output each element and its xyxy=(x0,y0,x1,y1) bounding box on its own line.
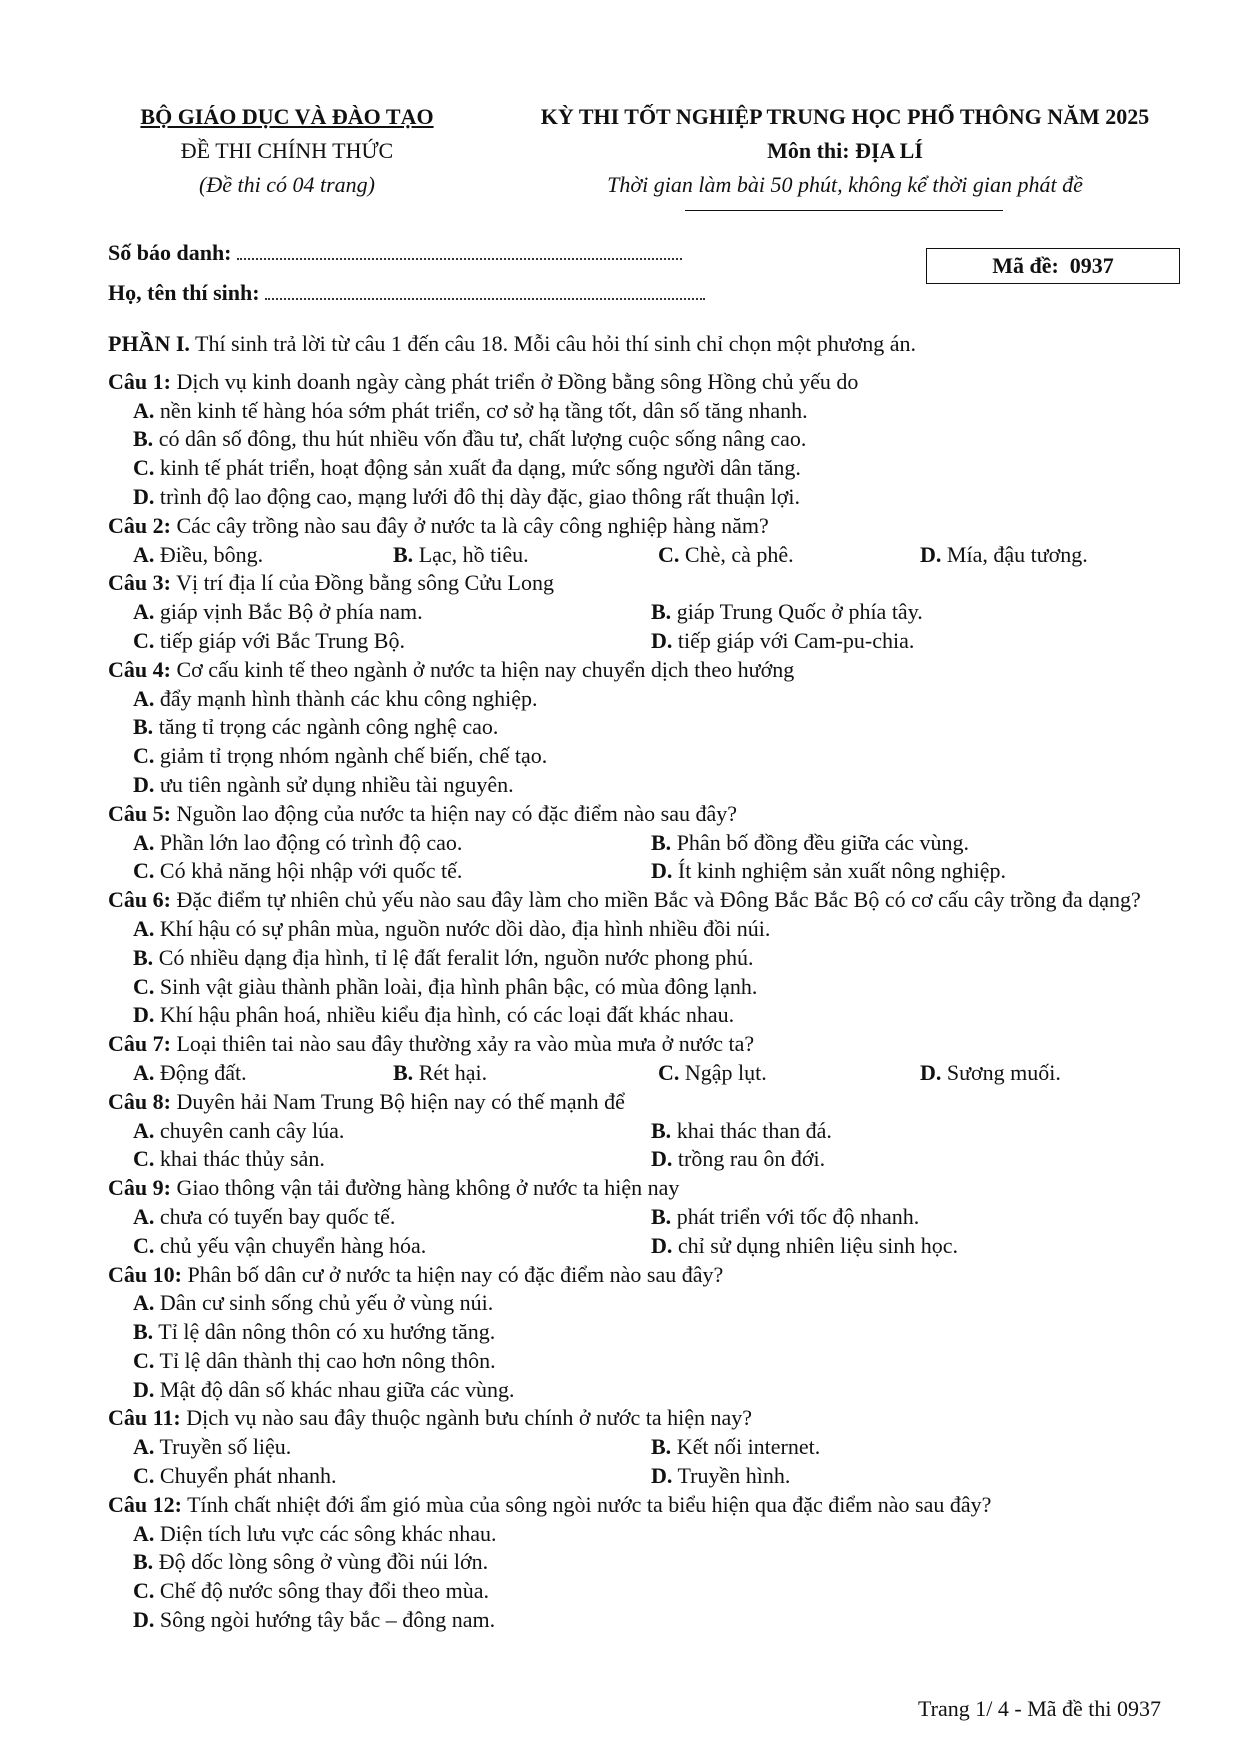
option-text: phát triển với tốc độ nhanh. xyxy=(676,1203,920,1229)
option-letter: B. xyxy=(651,829,672,855)
time-note: Thời gian làm bài 50 phút, không kể thời gian phát đề xyxy=(607,172,1083,197)
option-letter: B. xyxy=(133,944,154,970)
option-letter: D. xyxy=(651,1146,673,1172)
option[interactable] xyxy=(393,1059,658,1088)
candidate-id-field[interactable] xyxy=(108,238,682,266)
option-letter: A. xyxy=(133,829,155,855)
option-letter: D. xyxy=(133,1607,155,1633)
question-text: Duyên hải Nam Trung Bộ hiện nay có thế mạnh để xyxy=(176,1088,625,1114)
option-letter: C. xyxy=(133,1578,155,1604)
option-text: chuyên canh cây lúa. xyxy=(159,1117,345,1143)
option-letter: C. xyxy=(133,1347,155,1373)
question-label: Câu 4: xyxy=(108,656,171,682)
option-text: Phân bố đồng đều giữa các vùng. xyxy=(676,829,970,855)
question-text: Đặc điểm tự nhiên chủ yếu nào sau đây làm cho miền Bắc và Đông Bắc Bắc Bộ có cơ cấu cây trồng đa dạng? xyxy=(176,887,1141,913)
exam-code-value: 0937 xyxy=(1069,253,1114,278)
option-letter: A. xyxy=(133,915,155,941)
option[interactable] xyxy=(108,1318,1188,1347)
candidate-name-label: Họ, tên thí sinh: xyxy=(108,280,260,305)
option-text: Truyền số liệu. xyxy=(159,1434,292,1460)
option-letter: C. xyxy=(133,743,155,769)
option[interactable] xyxy=(920,1059,1190,1088)
question-label: Câu 6: xyxy=(108,887,171,913)
option-text: Chế độ nước sông thay đổi theo mùa. xyxy=(159,1578,489,1604)
option[interactable] xyxy=(108,915,1188,944)
section-title: PHẦN I. xyxy=(108,331,190,356)
question-label: Câu 7: xyxy=(108,1031,171,1057)
option-letter: A. xyxy=(133,599,155,625)
option[interactable] xyxy=(133,627,651,656)
question-6 xyxy=(108,886,1188,1030)
option-letter: B. xyxy=(651,1434,672,1460)
question-text: Dịch vụ kinh doanh ngày càng phát triển ở Đồng bằng sông Hồng chủ yếu do xyxy=(176,368,859,394)
option-text: đẩy mạnh hình thành các khu công nghiệp. xyxy=(159,685,538,711)
option-letter: B. xyxy=(651,1203,672,1229)
option-letter: D. xyxy=(920,1059,942,1085)
question-3 xyxy=(108,569,1188,655)
option-text: Sương muối. xyxy=(946,1059,1061,1085)
header-left xyxy=(112,100,462,202)
option-letter: A. xyxy=(133,541,155,567)
option-letter: D. xyxy=(133,1002,155,1028)
option[interactable] xyxy=(108,425,1188,454)
subject-line xyxy=(500,134,1190,168)
option-letter: B. xyxy=(133,1319,154,1345)
option-text: Chè, cà phê. xyxy=(684,541,794,567)
option-text: giảm tỉ trọng nhóm ngành chế biến, chế tạo. xyxy=(159,743,548,769)
option-text: Động đất. xyxy=(159,1059,247,1085)
option-letter: C. xyxy=(133,973,155,999)
option[interactable] xyxy=(133,1232,651,1261)
option-letter: A. xyxy=(133,1117,155,1143)
option-letter: D. xyxy=(651,858,673,884)
option-letter: B. xyxy=(393,1059,414,1085)
option-letter: C. xyxy=(133,1146,155,1172)
option[interactable] xyxy=(133,1203,651,1232)
option[interactable] xyxy=(651,857,1171,886)
option[interactable] xyxy=(108,454,1188,483)
candidate-id-label: Số báo danh: xyxy=(108,240,232,265)
question-label: Câu 10: xyxy=(108,1261,182,1287)
option-letter: B. xyxy=(133,1549,154,1575)
option-letter: A. xyxy=(133,685,155,711)
pages-note: (Đề thi có 04 trang) xyxy=(199,172,375,197)
candidate-name-dotted-line xyxy=(265,278,705,300)
option-letter: D. xyxy=(651,1463,673,1489)
option[interactable] xyxy=(133,857,651,886)
exam-title: KỲ THI TỐT NGHIỆP TRUNG HỌC PHỔ THÔNG NĂM 2025 xyxy=(540,104,1150,129)
option[interactable] xyxy=(651,1433,1171,1462)
header-rule xyxy=(685,210,1003,211)
question-1 xyxy=(108,368,1188,512)
candidate-name-field[interactable] xyxy=(108,278,705,306)
option-letter: B. xyxy=(651,599,672,625)
option-text: Khí hậu có sự phân mùa, nguồn nước dồi dào, địa hình nhiều đồi núi. xyxy=(159,915,771,941)
question-label: Câu 2: xyxy=(108,512,171,538)
option[interactable] xyxy=(651,1117,1171,1146)
option-text: Có nhiều dạng địa hình, tỉ lệ đất feralit lớn, nguồn nước phong phú. xyxy=(158,944,754,970)
option-text: Diện tích lưu vực các sông khác nhau. xyxy=(159,1520,497,1546)
option-letter: B. xyxy=(133,714,154,740)
question-label: Câu 5: xyxy=(108,800,171,826)
option[interactable] xyxy=(108,685,1188,714)
option-text: tiếp giáp với Bắc Trung Bộ. xyxy=(159,627,405,653)
option[interactable] xyxy=(108,771,1188,800)
question-text: Dịch vụ nào sau đây thuộc ngành bưu chính ở nước ta hiện nay? xyxy=(186,1405,753,1431)
question-10 xyxy=(108,1261,1188,1405)
option-letter: C. xyxy=(133,627,155,653)
exam-code-box xyxy=(926,248,1180,284)
option-letter: A. xyxy=(133,397,155,423)
option-text: kinh tế phát triển, hoạt động sản xuất đa dạng, mức sống người dân tăng. xyxy=(159,455,801,481)
option-text: Ngập lụt. xyxy=(684,1059,767,1085)
option-text: chủ yếu vận chuyển hàng hóa. xyxy=(159,1232,427,1258)
option-text: Dân cư sinh sống chủ yếu ở vùng núi. xyxy=(159,1290,494,1316)
candidate-id-dotted-line xyxy=(237,238,682,260)
option[interactable] xyxy=(133,598,651,627)
option[interactable] xyxy=(133,1145,651,1174)
option-text: có dân số đông, thu hút nhiều vốn đầu tư, chất lượng cuộc sống nâng cao. xyxy=(158,426,807,452)
question-8 xyxy=(108,1088,1188,1174)
option-text: giáp vịnh Bắc Bộ ở phía nam. xyxy=(159,599,423,625)
question-label: Câu 9: xyxy=(108,1175,171,1201)
option-text: ưu tiên ngành sử dụng nhiều tài nguyên. xyxy=(159,771,514,797)
option-letter: A. xyxy=(133,1520,155,1546)
option[interactable] xyxy=(920,541,1190,570)
question-label: Câu 11: xyxy=(108,1405,181,1431)
option-letter: D. xyxy=(651,627,673,653)
subject-label: Môn thi: xyxy=(767,138,856,163)
option[interactable] xyxy=(658,541,920,570)
option-text: Lạc, hồ tiêu. xyxy=(418,541,529,567)
option[interactable] xyxy=(108,1548,1188,1577)
option[interactable] xyxy=(651,1462,1171,1491)
question-7 xyxy=(108,1030,1188,1088)
option[interactable] xyxy=(108,1577,1188,1606)
option[interactable] xyxy=(133,1059,393,1088)
option-letter: A. xyxy=(133,1434,155,1460)
option[interactable] xyxy=(133,1433,651,1462)
option-text: chưa có tuyến bay quốc tế. xyxy=(159,1203,396,1229)
option-letter: A. xyxy=(133,1059,155,1085)
option[interactable] xyxy=(108,742,1188,771)
option[interactable] xyxy=(133,829,651,858)
page-footer: Trang 1/ 4 - Mã đề thi 0937 xyxy=(918,1696,1162,1721)
option[interactable] xyxy=(108,1347,1188,1376)
option-letter: C. xyxy=(658,541,680,567)
questions-area xyxy=(108,330,1188,1635)
option-letter: C. xyxy=(658,1059,680,1085)
option-text: trình độ lao động cao, mạng lưới đô thị dày đặc, giao thông rất thuận lợi. xyxy=(159,483,800,509)
option[interactable] xyxy=(108,1376,1188,1405)
question-label: Câu 8: xyxy=(108,1088,171,1114)
option[interactable] xyxy=(651,1203,1171,1232)
question-text: Cơ cấu kinh tế theo ngành ở nước ta hiện nay chuyển dịch theo hướng xyxy=(176,656,795,682)
question-12 xyxy=(108,1491,1188,1635)
question-label: Câu 1: xyxy=(108,368,171,394)
question-text: Loại thiên tai nào sau đây thường xảy ra vào mùa mưa ở nước ta? xyxy=(176,1031,755,1057)
question-5 xyxy=(108,800,1188,886)
option[interactable] xyxy=(108,397,1188,426)
option[interactable] xyxy=(651,627,1171,656)
option-letter: C. xyxy=(133,1463,155,1489)
option-letter: C. xyxy=(133,455,155,481)
option[interactable] xyxy=(133,541,393,570)
option-letter: B. xyxy=(133,426,154,452)
option[interactable] xyxy=(651,598,1171,627)
option-text: trồng rau ôn đới. xyxy=(677,1146,826,1172)
option[interactable] xyxy=(108,1606,1188,1635)
option-text: Mía, đậu tương. xyxy=(946,541,1088,567)
option[interactable] xyxy=(108,483,1188,512)
question-9 xyxy=(108,1174,1188,1260)
option-text: Sinh vật giàu thành phần loài, địa hình phân bậc, có mùa đông lạnh. xyxy=(159,973,758,999)
option[interactable] xyxy=(108,1289,1188,1318)
option-text: khai thác thủy sản. xyxy=(159,1146,325,1172)
question-text: Giao thông vận tải đường hàng không ở nước ta hiện nay xyxy=(176,1175,680,1201)
option-text: Điều, bông. xyxy=(159,541,264,567)
question-4 xyxy=(108,656,1188,800)
question-text: Vị trí địa lí của Đồng bằng sông Cửu Long xyxy=(176,570,554,596)
official-label: ĐỀ THI CHÍNH THỨC xyxy=(180,138,394,163)
header-right xyxy=(500,100,1190,202)
option[interactable] xyxy=(108,1001,1188,1030)
option-text: Rét hại. xyxy=(418,1059,488,1085)
exam-code-label: Mã đề: xyxy=(992,253,1059,278)
option-text: Tỉ lệ dân nông thôn có xu hướng tăng. xyxy=(158,1319,496,1345)
option[interactable] xyxy=(108,713,1188,742)
option-text: khai thác than đá. xyxy=(676,1117,832,1143)
option-text: Ít kinh nghiệm sản xuất nông nghiệp. xyxy=(677,858,1007,884)
option-letter: D. xyxy=(133,1376,155,1402)
option-text: Mật độ dân số khác nhau giữa các vùng. xyxy=(159,1376,515,1402)
option[interactable] xyxy=(651,1232,1171,1261)
question-text: Các cây trồng nào sau đây ở nước ta là cây công nghiệp hàng năm? xyxy=(176,512,769,538)
option-text: Chuyển phát nhanh. xyxy=(159,1463,337,1489)
option[interactable] xyxy=(393,541,658,570)
question-text: Tính chất nhiệt đới ẩm gió mùa của sông ngòi nước ta biểu hiện qua đặc điểm nào sau đây? xyxy=(187,1491,992,1517)
option-letter: C. xyxy=(133,858,155,884)
option-text: tiếp giáp với Cam-pu-chia. xyxy=(677,627,915,653)
option-letter: C. xyxy=(133,1232,155,1258)
option-letter: D. xyxy=(133,483,155,509)
option-text: Độ dốc lòng sông ở vùng đồi núi lớn. xyxy=(158,1549,489,1575)
option-text: giáp Trung Quốc ở phía tây. xyxy=(676,599,923,625)
option[interactable] xyxy=(651,829,1171,858)
section-heading xyxy=(108,330,1188,359)
option-text: Truyền hình. xyxy=(677,1463,791,1489)
question-text: Nguồn lao động của nước ta hiện nay có đặc điểm nào sau đây? xyxy=(176,800,737,826)
option-text: Tỉ lệ dân thành thị cao hơn nông thôn. xyxy=(159,1347,496,1373)
question-11 xyxy=(108,1404,1188,1490)
option-text: chỉ sử dụng nhiên liệu sinh học. xyxy=(677,1232,959,1258)
option[interactable] xyxy=(658,1059,920,1088)
option-letter: A. xyxy=(133,1203,155,1229)
question-label: Câu 3: xyxy=(108,570,171,596)
option-text: Phần lớn lao động có trình độ cao. xyxy=(159,829,463,855)
option-letter: D. xyxy=(133,771,155,797)
option-letter: D. xyxy=(651,1232,673,1258)
subject-name: ĐỊA LÍ xyxy=(855,138,923,163)
question-2 xyxy=(108,512,1188,570)
section-instruction: Thí sinh trả lời từ câu 1 đến câu 18. Mỗi câu hỏi thí sinh chỉ chọn một phương án. xyxy=(195,331,917,356)
ministry-name: BỘ GIÁO DỤC VÀ ĐÀO TẠO xyxy=(140,104,434,129)
option-letter: A. xyxy=(133,1290,155,1316)
option-text: nền kinh tế hàng hóa sớm phát triển, cơ sở hạ tầng tốt, dân số tăng nhanh. xyxy=(159,397,808,423)
option[interactable] xyxy=(651,1145,1171,1174)
option[interactable] xyxy=(108,1520,1188,1549)
option-letter: B. xyxy=(651,1117,672,1143)
option[interactable] xyxy=(108,944,1188,973)
option-text: Có khả năng hội nhập với quốc tế. xyxy=(159,858,463,884)
option[interactable] xyxy=(133,1462,651,1491)
question-text: Phân bố dân cư ở nước ta hiện nay có đặc điểm nào sau đây? xyxy=(187,1261,724,1287)
option-text: Sông ngòi hướng tây bắc – đông nam. xyxy=(159,1607,496,1633)
option-letter: D. xyxy=(920,541,942,567)
option-text: tăng tỉ trọng các ngành công nghệ cao. xyxy=(158,714,499,740)
option[interactable] xyxy=(133,1117,651,1146)
option[interactable] xyxy=(108,973,1188,1002)
option-letter: B. xyxy=(393,541,414,567)
question-label: Câu 12: xyxy=(108,1491,182,1517)
option-text: Khí hậu phân hoá, nhiều kiểu địa hình, có các loại đất khác nhau. xyxy=(159,1002,735,1028)
option-text: Kết nối internet. xyxy=(676,1434,821,1460)
